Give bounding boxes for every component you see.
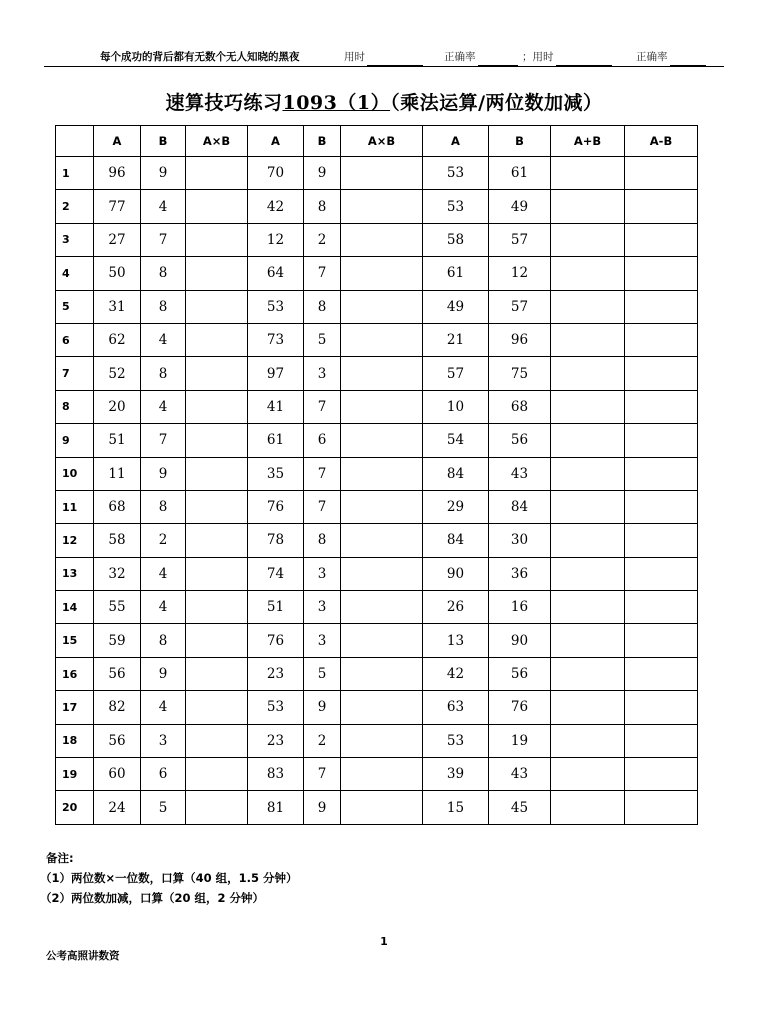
value-cell: 56 (94, 657, 141, 690)
value-cell: 90 (489, 624, 551, 657)
row-number: 20 (56, 791, 94, 824)
time-blank-2[interactable] (556, 53, 612, 66)
answer-cell[interactable] (625, 524, 698, 557)
row-number: 5 (56, 290, 94, 323)
value-cell: 78 (248, 524, 304, 557)
value-cell: 27 (94, 223, 141, 256)
value-cell: 41 (248, 390, 304, 423)
table-row (56, 223, 698, 256)
value-cell: 20 (94, 390, 141, 423)
answer-cell[interactable] (551, 624, 625, 657)
value-cell: 6 (304, 424, 341, 457)
title-suffix: （乘法运算/两位数加减） (390, 92, 603, 114)
value-cell: 68 (94, 490, 141, 523)
answer-cell[interactable] (625, 591, 698, 624)
value-cell: 2 (141, 524, 186, 557)
value-cell: 43 (489, 457, 551, 490)
value-cell: 64 (248, 257, 304, 290)
table-row (56, 724, 698, 757)
notes-title: 备注: (46, 851, 74, 865)
answer-cell[interactable] (186, 223, 248, 256)
value-cell: 4 (141, 190, 186, 223)
answer-cell[interactable] (551, 190, 625, 223)
value-cell: 84 (423, 524, 489, 557)
answer-cell[interactable] (551, 490, 625, 523)
column-header: B (141, 126, 186, 157)
answer-cell[interactable] (341, 524, 423, 557)
value-cell: 6 (141, 758, 186, 791)
answer-cell[interactable] (341, 791, 423, 824)
value-cell: 58 (94, 524, 141, 557)
row-number: 18 (56, 724, 94, 757)
row-number: 4 (56, 257, 94, 290)
answer-cell[interactable] (341, 190, 423, 223)
answer-cell[interactable] (341, 223, 423, 256)
answer-cell[interactable] (186, 657, 248, 690)
answer-cell[interactable] (341, 290, 423, 323)
row-number: 2 (56, 190, 94, 223)
value-cell: 7 (304, 758, 341, 791)
exercise-table (55, 125, 698, 825)
value-cell: 39 (423, 758, 489, 791)
value-cell: 2 (304, 223, 341, 256)
answer-cell[interactable] (341, 691, 423, 724)
rate-field-1 (444, 48, 518, 66)
table-row (56, 591, 698, 624)
value-cell: 42 (423, 657, 489, 690)
answer-cell[interactable] (551, 457, 625, 490)
value-cell: 45 (489, 791, 551, 824)
answer-cell[interactable] (341, 323, 423, 356)
answer-cell[interactable] (551, 758, 625, 791)
footer-text: 公考高照讲数资 (46, 950, 120, 962)
value-cell: 63 (423, 691, 489, 724)
time-field-2 (522, 48, 612, 66)
value-cell: 53 (423, 157, 489, 190)
value-cell: 74 (248, 557, 304, 590)
answer-cell[interactable] (341, 390, 423, 423)
answer-cell[interactable] (551, 357, 625, 390)
value-cell: 4 (141, 390, 186, 423)
value-cell: 56 (489, 657, 551, 690)
answer-cell[interactable] (625, 657, 698, 690)
column-header: A×B (341, 126, 423, 157)
value-cell: 9 (141, 157, 186, 190)
value-cell: 50 (94, 257, 141, 290)
value-cell: 3 (304, 557, 341, 590)
row-number: 19 (56, 758, 94, 791)
value-cell: 8 (141, 624, 186, 657)
page-header (44, 48, 724, 67)
answer-cell[interactable] (186, 591, 248, 624)
table-row (56, 758, 698, 791)
value-cell: 57 (423, 357, 489, 390)
value-cell: 11 (94, 457, 141, 490)
value-cell: 53 (248, 691, 304, 724)
answer-cell[interactable] (625, 323, 698, 356)
value-cell: 51 (248, 591, 304, 624)
value-cell: 49 (423, 290, 489, 323)
value-cell: 53 (248, 290, 304, 323)
value-cell: 56 (94, 724, 141, 757)
value-cell: 8 (141, 290, 186, 323)
row-number: 9 (56, 424, 94, 457)
value-cell: 9 (141, 457, 186, 490)
answer-cell[interactable] (341, 624, 423, 657)
answer-cell[interactable] (625, 624, 698, 657)
row-number: 17 (56, 691, 94, 724)
value-cell: 9 (304, 157, 341, 190)
column-header: A (248, 126, 304, 157)
answer-cell[interactable] (551, 257, 625, 290)
answer-cell[interactable] (341, 457, 423, 490)
answer-cell[interactable] (551, 390, 625, 423)
table-row (56, 691, 698, 724)
table-body (56, 157, 698, 825)
answer-cell[interactable] (341, 424, 423, 457)
answer-cell[interactable] (625, 557, 698, 590)
answer-cell[interactable] (186, 323, 248, 356)
answer-cell[interactable] (551, 724, 625, 757)
value-cell: 2 (304, 724, 341, 757)
value-cell: 84 (489, 490, 551, 523)
notes-line-2: （2）两位数加减，口算（20 组，2 分钟） (40, 891, 265, 905)
answer-cell[interactable] (341, 357, 423, 390)
answer-cell[interactable] (625, 290, 698, 323)
answer-cell[interactable] (341, 157, 423, 190)
answer-cell[interactable] (625, 357, 698, 390)
rate-field-2 (636, 48, 706, 66)
value-cell: 58 (423, 223, 489, 256)
value-cell: 7 (141, 424, 186, 457)
answer-cell[interactable] (625, 490, 698, 523)
value-cell: 24 (94, 791, 141, 824)
answer-cell[interactable] (551, 157, 625, 190)
value-cell: 8 (304, 190, 341, 223)
answer-cell[interactable] (186, 524, 248, 557)
table-row (56, 390, 698, 423)
answer-cell[interactable] (625, 457, 698, 490)
table-row (56, 257, 698, 290)
table-row (56, 290, 698, 323)
rate-blank-1[interactable] (478, 53, 518, 66)
value-cell: 54 (423, 424, 489, 457)
answer-cell[interactable] (186, 457, 248, 490)
answer-cell[interactable] (551, 323, 625, 356)
column-header: A (423, 126, 489, 157)
value-cell: 97 (248, 357, 304, 390)
row-number: 1 (56, 157, 94, 190)
answer-cell[interactable] (341, 657, 423, 690)
column-header: A+B (551, 126, 625, 157)
answer-cell[interactable] (625, 758, 698, 791)
answer-cell[interactable] (551, 591, 625, 624)
table-row (56, 490, 698, 523)
answer-cell[interactable] (551, 424, 625, 457)
answer-cell[interactable] (625, 724, 698, 757)
value-cell: 62 (94, 323, 141, 356)
value-cell: 55 (94, 591, 141, 624)
value-cell: 10 (423, 390, 489, 423)
value-cell: 70 (248, 157, 304, 190)
row-number: 7 (56, 357, 94, 390)
value-cell: 8 (141, 257, 186, 290)
value-cell: 57 (489, 223, 551, 256)
answer-cell[interactable] (625, 157, 698, 190)
value-cell: 3 (141, 724, 186, 757)
answer-cell[interactable] (186, 724, 248, 757)
value-cell: 32 (94, 557, 141, 590)
value-cell: 8 (141, 357, 186, 390)
value-cell: 77 (94, 190, 141, 223)
value-cell: 76 (489, 691, 551, 724)
answer-cell[interactable] (625, 390, 698, 423)
value-cell: 9 (141, 657, 186, 690)
value-cell: 60 (94, 758, 141, 791)
row-number: 14 (56, 591, 94, 624)
answer-cell[interactable] (551, 557, 625, 590)
value-cell: 7 (304, 457, 341, 490)
value-cell: 76 (248, 490, 304, 523)
value-cell: 43 (489, 758, 551, 791)
row-number: 3 (56, 223, 94, 256)
value-cell: 9 (304, 791, 341, 824)
value-cell: 42 (248, 190, 304, 223)
table-row (56, 190, 698, 223)
value-cell: 3 (304, 624, 341, 657)
value-cell: 35 (248, 457, 304, 490)
column-header: A×B (186, 126, 248, 157)
title-prefix: 速算技巧练习 (165, 92, 283, 114)
answer-cell[interactable] (341, 591, 423, 624)
value-cell: 51 (94, 424, 141, 457)
value-cell: 83 (248, 758, 304, 791)
answer-cell[interactable] (341, 724, 423, 757)
value-cell: 12 (248, 223, 304, 256)
value-cell: 30 (489, 524, 551, 557)
value-cell: 5 (304, 323, 341, 356)
answer-cell[interactable] (186, 691, 248, 724)
value-cell: 61 (489, 157, 551, 190)
table-row (56, 323, 698, 356)
value-cell: 4 (141, 323, 186, 356)
value-cell: 15 (423, 791, 489, 824)
answer-cell[interactable] (625, 691, 698, 724)
value-cell: 4 (141, 591, 186, 624)
value-cell: 3 (304, 357, 341, 390)
row-number: 10 (56, 457, 94, 490)
column-header: B (304, 126, 341, 157)
column-header: B (489, 126, 551, 157)
value-cell: 8 (304, 290, 341, 323)
answer-cell[interactable] (186, 190, 248, 223)
answer-cell[interactable] (186, 791, 248, 824)
value-cell: 73 (248, 323, 304, 356)
rate-label-2: 正确率 (636, 51, 668, 63)
value-cell: 53 (423, 190, 489, 223)
row-number: 15 (56, 624, 94, 657)
value-cell: 5 (304, 657, 341, 690)
answer-cell[interactable] (551, 524, 625, 557)
answer-cell[interactable] (186, 290, 248, 323)
time-blank-1[interactable] (367, 53, 423, 66)
value-cell: 90 (423, 557, 489, 590)
value-cell: 84 (423, 457, 489, 490)
time-label-1: 用时 (344, 51, 365, 63)
answer-cell[interactable] (341, 257, 423, 290)
table-row (56, 791, 698, 824)
answer-cell[interactable] (186, 624, 248, 657)
table-row (56, 557, 698, 590)
answer-cell[interactable] (551, 290, 625, 323)
answer-cell[interactable] (341, 758, 423, 791)
header-row (56, 126, 698, 157)
table-row (56, 624, 698, 657)
page-title (0, 88, 768, 115)
value-cell: 61 (248, 424, 304, 457)
answer-cell[interactable] (186, 357, 248, 390)
value-cell: 29 (423, 490, 489, 523)
answer-cell[interactable] (186, 157, 248, 190)
answer-cell[interactable] (186, 557, 248, 590)
value-cell: 3 (304, 591, 341, 624)
answer-cell[interactable] (551, 791, 625, 824)
value-cell: 96 (489, 323, 551, 356)
rate-label-1: 正确率 (444, 51, 476, 63)
value-cell: 75 (489, 357, 551, 390)
answer-cell[interactable] (551, 691, 625, 724)
value-cell: 8 (304, 524, 341, 557)
table-row (56, 357, 698, 390)
answer-cell[interactable] (341, 557, 423, 590)
column-header (56, 126, 94, 157)
value-cell: 82 (94, 691, 141, 724)
value-cell: 52 (94, 357, 141, 390)
table-row (56, 157, 698, 190)
answer-cell[interactable] (186, 424, 248, 457)
value-cell: 76 (248, 624, 304, 657)
answer-cell[interactable] (186, 390, 248, 423)
value-cell: 16 (489, 591, 551, 624)
rate-blank-2[interactable] (670, 53, 706, 66)
value-cell: 23 (248, 724, 304, 757)
value-cell: 21 (423, 323, 489, 356)
answer-cell[interactable] (625, 223, 698, 256)
notes-section (40, 848, 298, 908)
time-label-2: 用时 (532, 51, 554, 63)
value-cell: 23 (248, 657, 304, 690)
value-cell: 53 (423, 724, 489, 757)
value-cell: 12 (489, 257, 551, 290)
row-number: 13 (56, 557, 94, 590)
answer-cell[interactable] (186, 257, 248, 290)
row-number: 12 (56, 524, 94, 557)
value-cell: 7 (304, 257, 341, 290)
value-cell: 5 (141, 791, 186, 824)
value-cell: 56 (489, 424, 551, 457)
answer-cell[interactable] (551, 657, 625, 690)
value-cell: 7 (304, 390, 341, 423)
page-number: 1 (380, 935, 388, 948)
row-number: 8 (56, 390, 94, 423)
value-cell: 57 (489, 290, 551, 323)
answer-cell[interactable] (186, 758, 248, 791)
value-cell: 59 (94, 624, 141, 657)
answer-cell[interactable] (186, 490, 248, 523)
notes-line-1: （1）两位数×一位数，口算（40 组，1.5 分钟） (40, 871, 298, 885)
value-cell: 49 (489, 190, 551, 223)
column-header: A-B (625, 126, 698, 157)
value-cell: 7 (304, 490, 341, 523)
answer-cell[interactable] (341, 490, 423, 523)
table-row (56, 457, 698, 490)
value-cell: 8 (141, 490, 186, 523)
value-cell: 36 (489, 557, 551, 590)
time-field-1 (344, 48, 423, 66)
value-cell: 61 (423, 257, 489, 290)
title-number: 1093（1） (282, 92, 391, 114)
row-number: 16 (56, 657, 94, 690)
header-motto: 每个成功的背后都有无数个无人知晓的黑夜 (100, 51, 300, 63)
answer-cell[interactable] (551, 223, 625, 256)
value-cell: 9 (304, 691, 341, 724)
column-header: A (94, 126, 141, 157)
value-cell: 68 (489, 390, 551, 423)
value-cell: 7 (141, 223, 186, 256)
answer-cell[interactable] (625, 190, 698, 223)
answer-cell[interactable] (625, 791, 698, 824)
table-row (56, 657, 698, 690)
row-number: 6 (56, 323, 94, 356)
value-cell: 4 (141, 691, 186, 724)
value-cell: 26 (423, 591, 489, 624)
table-row (56, 524, 698, 557)
answer-cell[interactable] (625, 424, 698, 457)
value-cell: 96 (94, 157, 141, 190)
separator: ； (522, 51, 533, 63)
value-cell: 19 (489, 724, 551, 757)
value-cell: 4 (141, 557, 186, 590)
value-cell: 81 (248, 791, 304, 824)
row-number: 11 (56, 490, 94, 523)
table-row (56, 424, 698, 457)
answer-cell[interactable] (625, 257, 698, 290)
value-cell: 31 (94, 290, 141, 323)
value-cell: 13 (423, 624, 489, 657)
